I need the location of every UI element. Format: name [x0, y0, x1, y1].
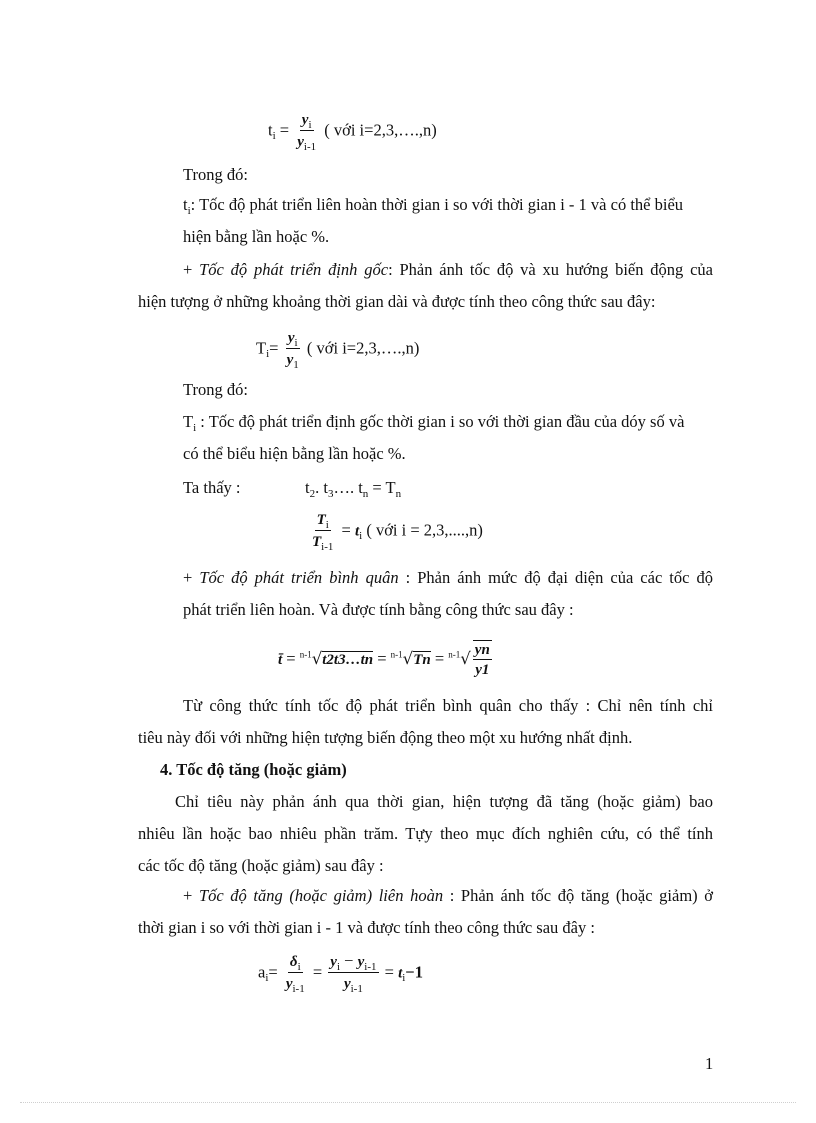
para-tang-line2: nhiêu lần hoặc bao nhiêu phần trăm. Tựy theo mục đích nghiên cứu, có thể tính: [138, 824, 713, 843]
fraction: $\frac{y_i}{y_{i-1}}$: [297, 112, 317, 153]
fraction: $\frac{y_i}{y_1}$: [286, 330, 299, 371]
para-conclusion-line1: Từ công thức tính tốc độ phát triển bình quân cho thấy : Chỉ nên tính chỉ: [183, 696, 713, 715]
section-heading-4: 4. Tốc độ tăng (hoặc giảm): [160, 760, 347, 779]
formula-average-speed: t̄ = $^{n-1}$√t2t3…tn = $^{n-1}$√Tn = $^{n-1}$√ $\frac{yn}{y1}$: [278, 642, 490, 678]
where-label-2: Trong đó:: [183, 380, 248, 399]
page-number: 1: [705, 1054, 714, 1073]
formula-growth-rate: $a_i=$ $\frac{\delta_i}{y_{i-1}}$ = $\frac{y_i - y_{i-1}}{y_{i-1}}$ = $t_i-1$: [258, 951, 423, 995]
fraction: $\frac{yn}{y1}$: [474, 642, 490, 678]
where-label-1: Trong đó:: [183, 165, 248, 184]
para-tang-lien-hoan-line2: thời gian i so với thời gian i - 1 và được tính theo công thức sau đây :: [138, 918, 595, 937]
para-dinh-goc-line1: + Tốc độ phát triển định gốc: Phản ánh tốc độ và xu hướng biến động của: [183, 260, 714, 279]
para-dinh-goc-line2: hiện tượng ở những khoảng thời gian dài và được tính theo công thức sau đây:: [138, 292, 656, 311]
para-tang-lien-hoan-line1: + Tốc độ tăng (hoặc giảm) liên hoàn : Phản ánh tốc độ tăng (hoặc giảm) ở: [183, 886, 714, 905]
definition-Ti-line2: có thể biểu hiện bằng lần hoặc %.: [183, 444, 406, 463]
para-conclusion-line2: tiêu này đối với những hiện tượng biến động theo một xu hướng nhất định.: [138, 728, 633, 747]
page-divider: [20, 1102, 796, 1103]
product-relation: $t_2$. $t_3\dots$. $t_n = T_n$: [305, 478, 402, 500]
definition-ti: $t_i$: Tốc độ phát triển liên hoàn thời gian i so với thời gian i - 1 và có thể biểu: [183, 195, 684, 217]
ta-thay-label: Ta thấy :: [183, 478, 241, 497]
formula-chain-speed: $t_i$ = $\frac{y_i}{y_{i-1}}$ ( với i=2,3,….,n): [268, 112, 437, 153]
definition-ti-line2: hiện bằng lần hoặc %.: [183, 227, 330, 246]
para-binh-quan-line2: phát triển liên hoàn. Và được tính bằng công thức sau đây :: [183, 600, 574, 619]
fraction: $\frac{y_i - y_{i-1}}{y_{i-1}}$: [330, 951, 377, 995]
para-tang-line3: các tốc độ tăng (hoặc giảm) sau đây :: [138, 856, 384, 875]
definition-Ti: $T_i$ : Tốc độ phát triển định gốc thời gian i so với thời gian đầu của dóy số và: [183, 412, 685, 434]
para-binh-quan-line1: + Tốc độ phát triển bình quân : Phản ánh mức độ đại diện của các tốc độ: [183, 568, 713, 587]
fraction: $\frac{T_i}{T_{i-1}}$: [312, 512, 334, 553]
fraction: $\frac{\delta_i}{y_{i-1}}$: [285, 954, 305, 995]
formula-base-speed: $T_i=$ $\frac{y_i}{y_1}$ ( với i=2,3,….,n): [256, 330, 420, 371]
para-tang-line1: Chỉ tiêu này phản ánh qua thời gian, hiện tượng đã tăng (hoặc giảm) bao: [175, 792, 713, 811]
formula-ratio: $\frac{T_i}{T_{i-1}}$ = $t_i$ ( với i = 2,3,....,n): [312, 512, 483, 553]
